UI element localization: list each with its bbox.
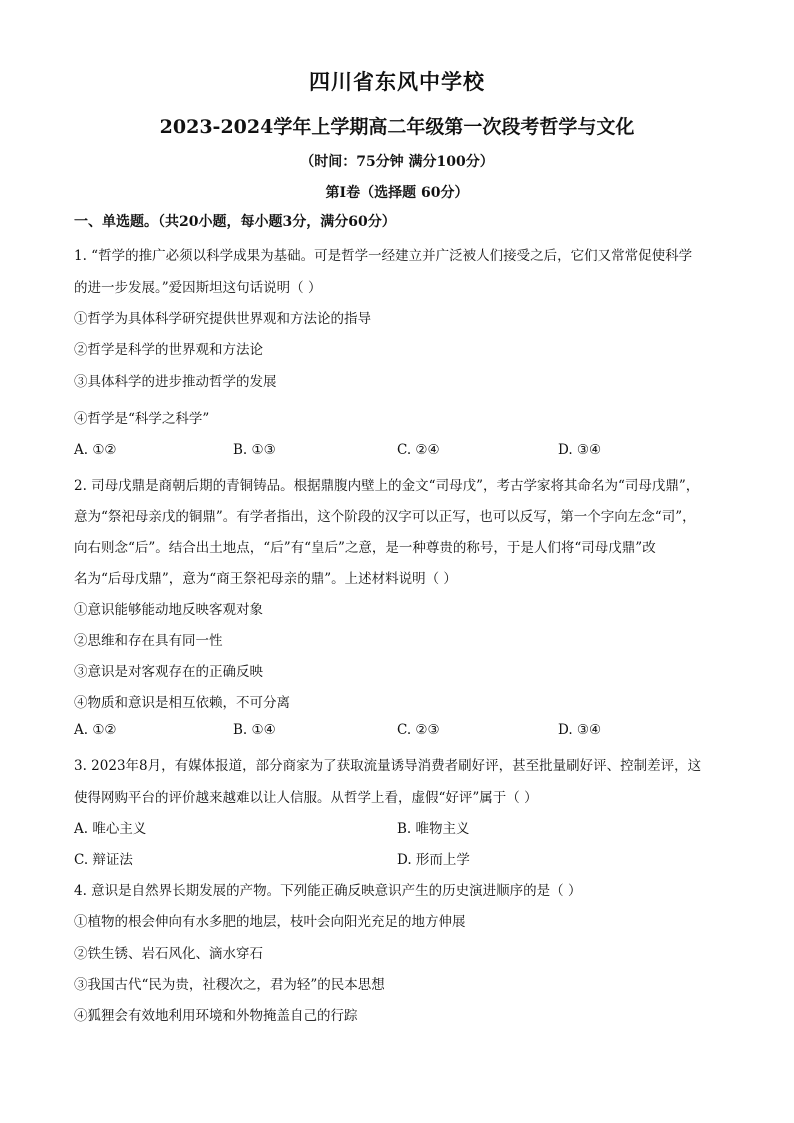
q2-stem-line: 意为“祭祀母亲戊的铜鼎”。有学者指出，这个阶段的汉字可以正写，也可以反写，第一个字向左念“司”， (74, 509, 696, 525)
q4-item: ②铁生锈、岩石风化、滴水穿石 (74, 946, 263, 962)
q4-item: ③我国古代“民为贵，社稷次之，君为轻”的民本思想 (74, 977, 385, 993)
q4-stem-line: 4. 意识是自然界长期发展的产物。下列能正确反映意识产生的历史演进顺序的是（ ） (74, 883, 582, 899)
q4-item: ①植物的根会伸向有水多肥的地层，枝叶会向阳光充足的地方伸展 (74, 914, 466, 930)
q3-option-a: A. 唯心主义 (74, 821, 147, 837)
q2-item: ③意识是对客观存在的正确反映 (74, 664, 263, 680)
q2-stem-line: 名为“后母戊鼎”，意为“商王祭祀母亲的鼎”。上述材料说明（ ） (74, 571, 457, 587)
q1-item: ①哲学为具体科学研究提供世界观和方法论的指导 (74, 311, 371, 327)
q1-option-b: B. ①③ (233, 442, 276, 458)
q2-option-b: B. ①④ (233, 722, 276, 738)
q2-option-c: C. ②③ (397, 722, 440, 738)
q3-stem-line: 使得网购平台的评价越来越难以让人信服。从哲学上看，虚假“好评”属于（ ） (74, 790, 538, 806)
q1-option-a: A. ①② (74, 442, 117, 458)
q1-item: ③具体科学的进步推动哲学的发展 (74, 374, 277, 390)
q1-option-d: D. ③④ (558, 442, 602, 458)
school-name: 四川省东风中学校 (309, 69, 485, 94)
q2-item: ①意识能够能动地反映客观对象 (74, 602, 263, 618)
q2-stem-line: 向右则念“后”。结合出土地点，“后”有“皇后”之意，是一种尊贵的称号，于是人们将“司母戊鼎”改 (74, 540, 656, 556)
q2-stem-line: 2. 司母戊鼎是商朝后期的青铜铸品。根据鼎腹内壁上的金文“司母戊”，考古学家将其命名为“司母戊鼎”， (74, 478, 700, 494)
q3-option-b: B. 唯物主义 (397, 821, 470, 837)
volume-heading: 第Ⅰ卷（选择题 60分） (325, 185, 469, 201)
time-info: （时间：75分钟 满分100分） (300, 154, 494, 170)
q2-option-a: A. ①② (74, 722, 117, 738)
q1-item: ④哲学是“科学之科学” (74, 411, 210, 427)
q2-item: ②思维和存在具有同一性 (74, 633, 223, 649)
q1-option-c: C. ②④ (397, 442, 440, 458)
q2-item: ④物质和意识是相互依赖，不可分离 (74, 695, 290, 711)
q4-item: ④狐狸会有效地利用环境和外物掩盖自己的行踪 (74, 1008, 358, 1024)
q2-option-d: D. ③④ (558, 722, 602, 738)
exam-title: 2023-2024学年上学期高二年级第一次段考哲学与文化 (159, 116, 635, 138)
q3-option-d: D. 形而上学 (397, 852, 470, 868)
q3-stem-line: 3. 2023年8月，有媒体报道，部分商家为了获取流量诱导消费者刷好评，甚至批量刷好评、控制差评，这 (74, 758, 702, 774)
section-heading: 一、单选题。（共20小题，每小题3分，满分60分） (74, 214, 396, 230)
q1-item: ②哲学是科学的世界观和方法论 (74, 342, 263, 358)
q1-stem-line: 1. “哲学的推广必须以科学成果为基础。可是哲学一经建立并广泛被人们接受之后，它们又常常促使科学 (74, 248, 693, 264)
q1-stem-line: 的进一步发展。”爱因斯坦这句话说明（ ） (74, 280, 322, 296)
q3-option-c: C. 辩证法 (74, 852, 133, 868)
